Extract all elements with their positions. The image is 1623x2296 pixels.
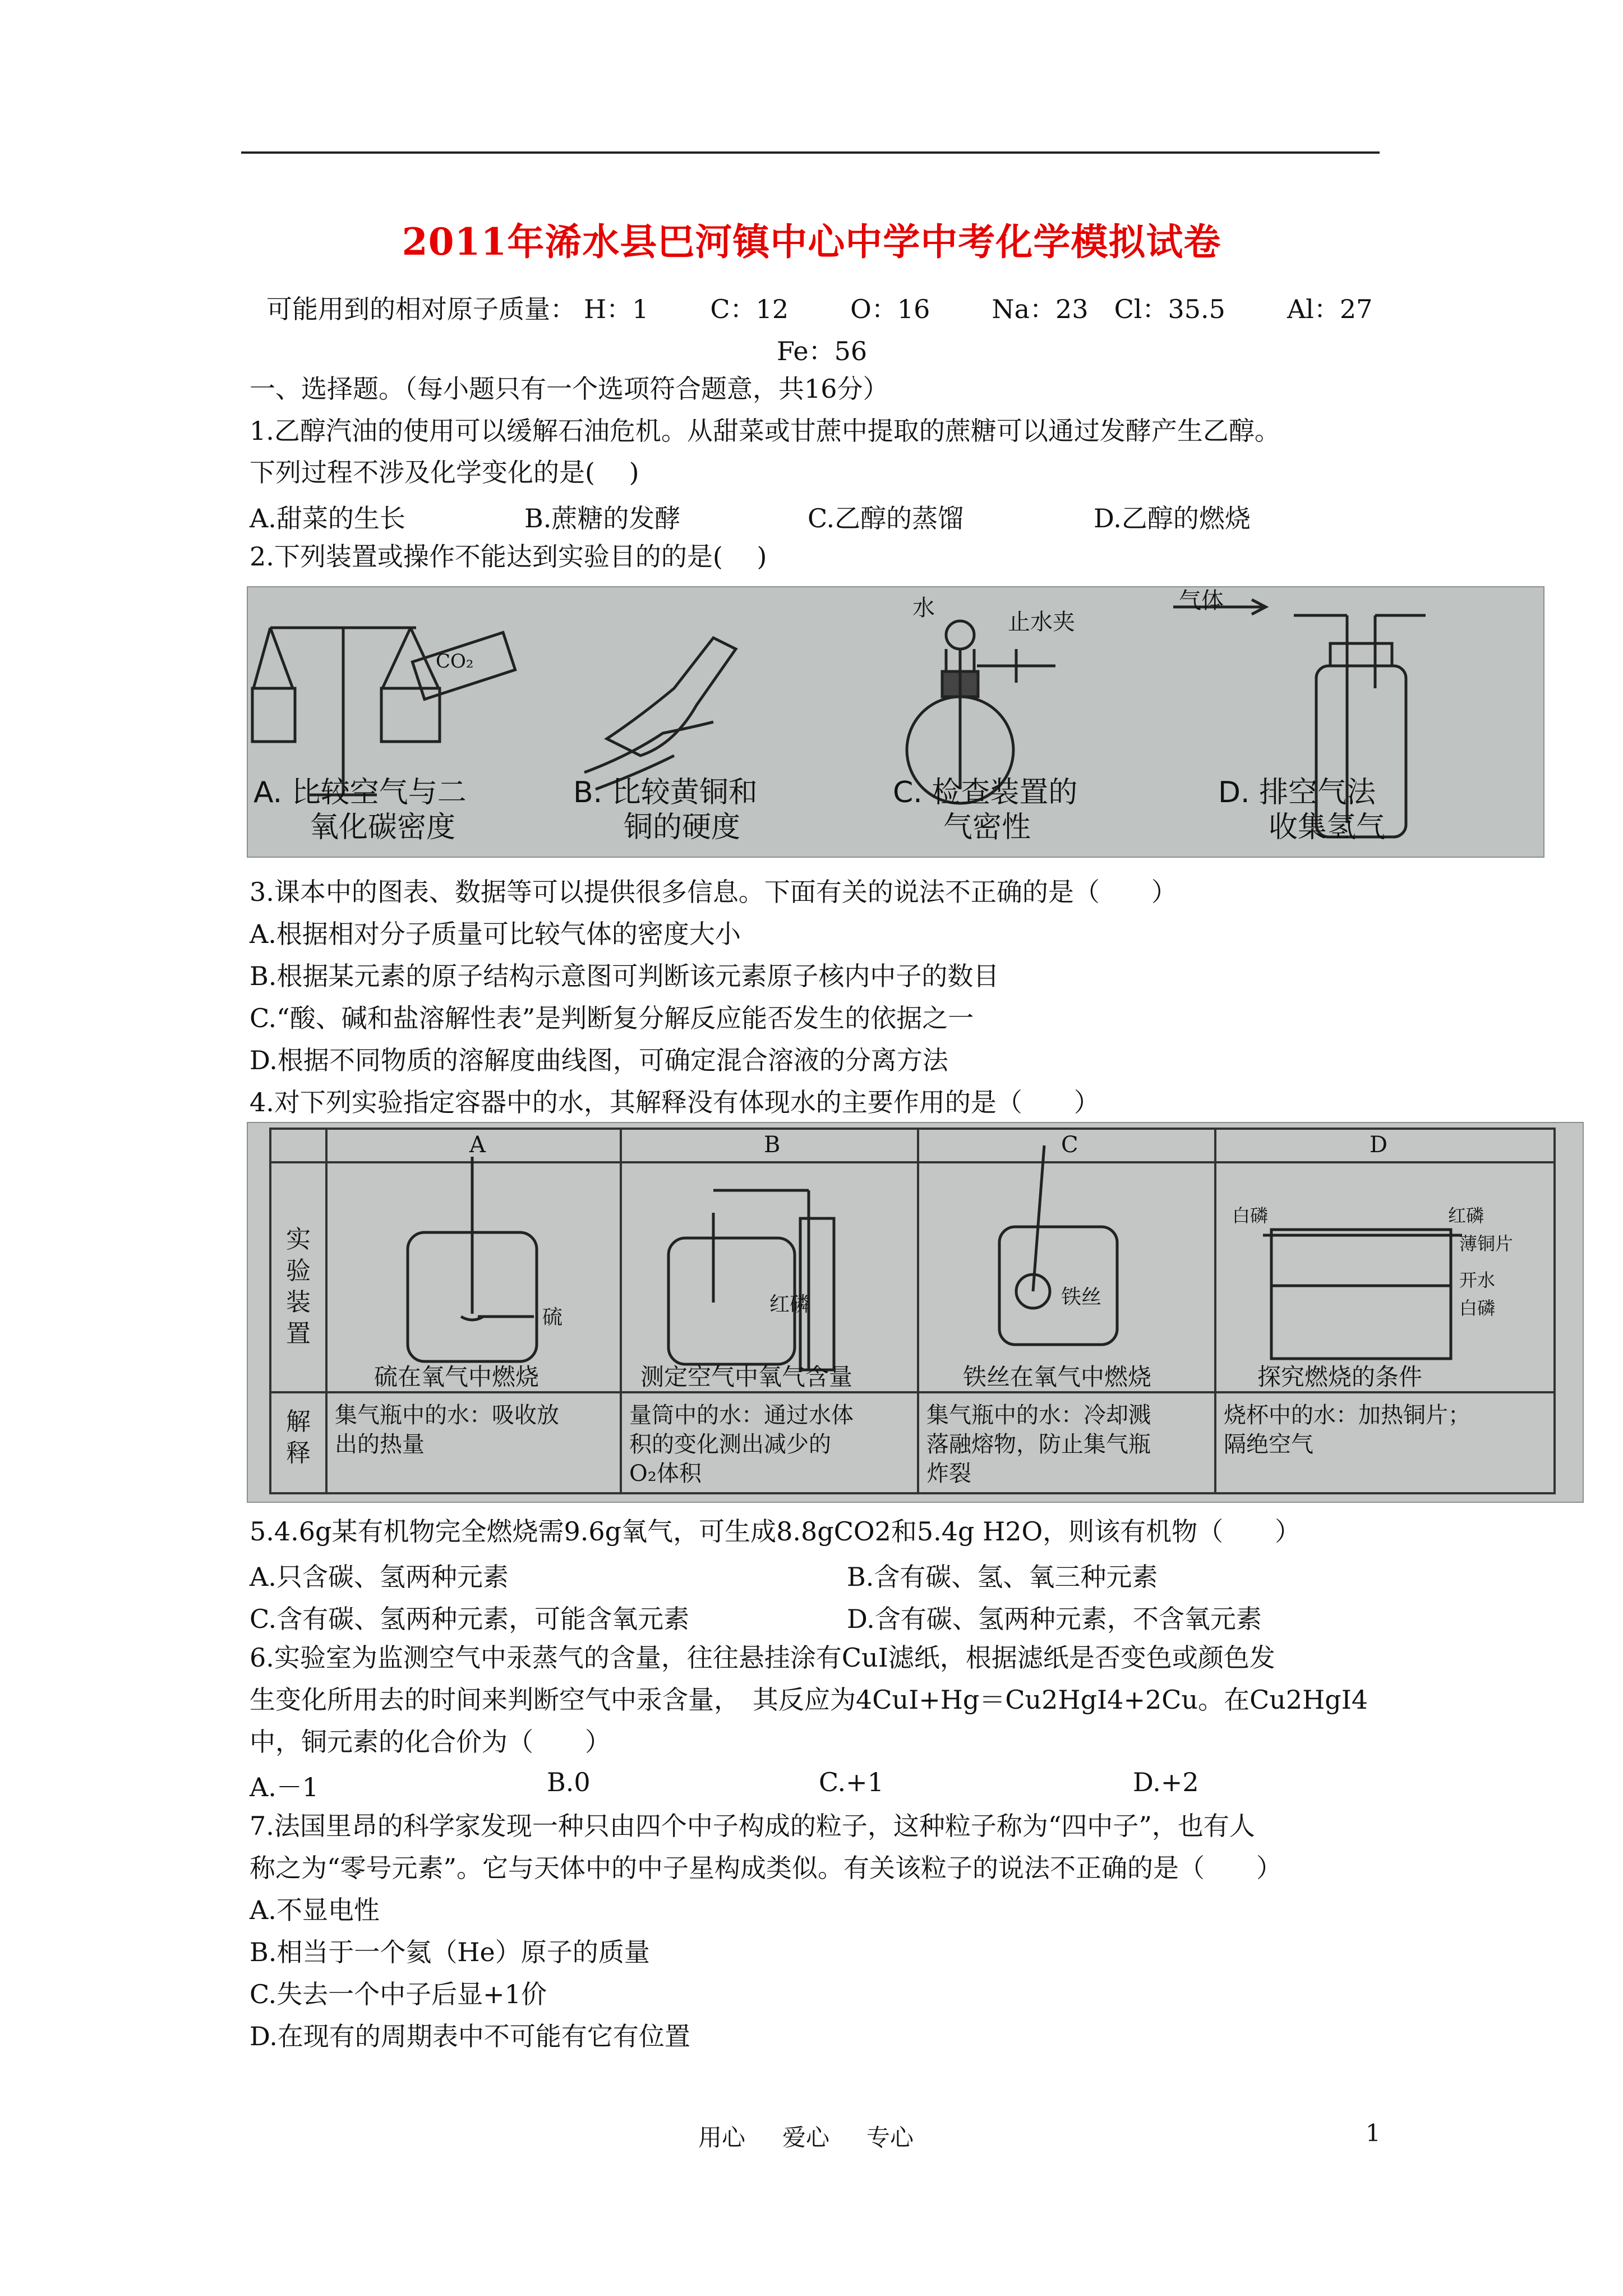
footer-slogan: 专心 — [866, 2124, 914, 2151]
explanation-line: 烧杯中的水：加热铜片； — [1224, 1402, 1470, 1428]
explanation-a — [335, 1401, 559, 1459]
explanation-c — [926, 1401, 1151, 1488]
question-3-option-b: B.根据某元素的原子结构示意图可判断该元素原子核内中子的数目 — [250, 961, 999, 991]
question-1-option-c: C.乙醇的蒸馏 — [808, 503, 964, 533]
question-5-text: 5.4.6g某有机物完全燃烧需9.6g氧气，可生成8.8gCO2和5.4g H2O，则该有机物（ ） — [250, 1516, 1301, 1547]
explanation-line: 出的热量 — [335, 1432, 425, 1457]
question-7-text: 7.法国里昂的科学家发现一种只由四个中子构成的粒子，这种粒子称为“四中子”，也有人 — [250, 1811, 1255, 1841]
question-1-text: 下列过程不涉及化学变化的是( ) — [250, 457, 639, 487]
setup-caption-c: 铁丝在氧气中燃烧 — [963, 1363, 1152, 1391]
question-5-option-c: C.含有碳、氢两种元素，可能含氧元素 — [250, 1604, 690, 1634]
atomic-mass-wrap: Fe：56 — [777, 336, 868, 366]
caption-d-line: 收集氢气 — [1269, 811, 1386, 844]
co2-label: CO₂ — [436, 650, 474, 673]
question-3-option-a: A.根据相对分子质量可比较气体的密度大小 — [250, 919, 741, 949]
water-label: 水 — [912, 595, 935, 621]
question-6-option-a: A.－1 — [250, 1772, 319, 1802]
row-label-setup — [282, 1224, 315, 1350]
question-3-text: 3.课本中的图表、数据等可以提供很多信息。下面有关的说法不正确的是（ ） — [250, 877, 1177, 907]
question-7-text: 称之为“零号元素”。它与天体中的中子星构成类似。有关该粒子的说法不正确的是（ ） — [250, 1853, 1283, 1883]
atomic-masses — [266, 289, 1372, 326]
explanation-d — [1224, 1401, 1470, 1459]
question-6-text: 生变化所用去的时间来判断空气中汞含量， 其反应为4CuI+Hg＝Cu2HgI4+2Cu。在Cu2HgI4 — [250, 1685, 1368, 1715]
explanation-line: 集气瓶中的水：吸收放 — [335, 1402, 559, 1428]
explanation-line: 积的变化测出减少的 — [629, 1432, 831, 1457]
question-2-text: 2.下列装置或操作不能达到实验目的的是( ) — [250, 541, 767, 572]
caption-c — [893, 775, 1077, 845]
row-label-char: 实 — [286, 1225, 311, 1254]
row-label-char: 验 — [286, 1257, 311, 1285]
setup-b-label: 红磷 — [769, 1293, 810, 1316]
apparatus-figure — [247, 586, 1544, 858]
caption-b-line: B. 比较黄铜和 — [573, 776, 758, 809]
question-6-option-d: D.+2 — [1133, 1767, 1199, 1797]
clamp-label: 止水夹 — [1008, 609, 1075, 635]
caption-b — [573, 775, 758, 845]
caption-c-line: 气密性 — [943, 811, 1031, 844]
setup-caption-a: 硫在氧气中燃烧 — [374, 1363, 540, 1391]
explanation-line: 集气瓶中的水：冷却溅 — [926, 1402, 1151, 1428]
question-3-option-d: D.根据不同物质的溶解度曲线图，可确定混合溶液的分离方法 — [250, 1045, 948, 1075]
atomic-mass-item: Al：27 — [1287, 294, 1373, 324]
question-6-text: 6.实验室为监测空气中汞蒸气的含量，往往悬挂涂有CuI滤纸，根据滤纸是否变色或颜色发 — [250, 1642, 1275, 1673]
explanation-line: 落融熔物，防止集气瓶 — [926, 1432, 1151, 1457]
question-1-option-d: D.乙醇的燃烧 — [1094, 503, 1251, 533]
question-5-option-d: D.含有碳、氢两种元素，不含氧元素 — [847, 1604, 1262, 1634]
question-7-option-b: B.相当于一个氦（He）原子的质量 — [250, 1937, 650, 1967]
question-6-text: 中，铜元素的化合价为（ ） — [250, 1727, 611, 1757]
question-4-text: 4.对下列实验指定容器中的水，其解释没有体现水的主要作用的是（ ） — [250, 1087, 1100, 1117]
column-header-b: B — [764, 1132, 781, 1158]
setup-c-label: 铁丝 — [1061, 1286, 1102, 1309]
header-rule — [241, 151, 1380, 154]
explanation-line: O₂体积 — [629, 1461, 702, 1487]
question-5-option-a: A.只含碳、氢两种元素 — [250, 1562, 509, 1592]
setup-caption-b: 测定空气中氧气含量 — [640, 1363, 853, 1391]
atomic-mass-item: Na：23 — [992, 294, 1089, 324]
caption-d-line: D. 排空气法 — [1218, 776, 1376, 809]
page-title: 2011年浠水县巴河镇中心中学中考化学模拟试卷 — [402, 220, 1221, 264]
footer-slogan: 用心 — [698, 2124, 746, 2151]
setup-d-label: 薄铜片 — [1459, 1233, 1514, 1254]
atomic-mass-item: Cl：35.5 — [1114, 294, 1225, 324]
row-label-char: 释 — [286, 1439, 311, 1467]
explanation-line: 隔绝空气 — [1224, 1432, 1313, 1457]
caption-c-line: C. 检查装置的 — [893, 776, 1078, 809]
question-1-option-b: B.蔗糖的发酵 — [524, 503, 681, 533]
section-heading: 一、选择题。（每小题只有一个选项符合题意，共16分） — [250, 374, 889, 404]
experiment-table — [247, 1122, 1584, 1503]
caption-a — [253, 775, 467, 845]
explanation-line: 炸裂 — [926, 1461, 971, 1487]
column-header-a: A — [469, 1132, 486, 1158]
question-7-option-d: D.在现有的周期表中不可能有它有位置 — [250, 2021, 690, 2051]
explanation-b — [629, 1401, 854, 1488]
column-header-c: C — [1061, 1132, 1078, 1158]
question-5-option-b: B.含有碳、氢、氧三种元素 — [847, 1562, 1158, 1592]
setup-d-label: 白磷 — [1459, 1297, 1496, 1319]
caption-d — [1218, 775, 1385, 845]
setup-a-label: 硫 — [542, 1306, 563, 1329]
setup-d-label: 红磷 — [1448, 1205, 1484, 1226]
row-label-char: 装 — [286, 1288, 311, 1317]
caption-b-line: 铜的硬度 — [624, 811, 741, 844]
question-1-option-a: A.甜菜的生长 — [250, 503, 405, 533]
question-7-option-c: C.失去一个中子后显+1价 — [250, 1979, 547, 2009]
atomic-mass-item: O：16 — [850, 294, 930, 324]
question-1-text: 1.乙醇汽油的使用可以缓解石油危机。从甜菜或甘蔗中提取的蔗糖可以通过发酵产生乙醇。 — [250, 416, 1280, 446]
caption-a-line: A. 比较空气与二 — [253, 776, 467, 809]
question-3-option-c: C.“酸、碱和盐溶解性表”是判断复分解反应能否发生的依据之一 — [250, 1003, 974, 1033]
page-number: 1 — [1366, 2119, 1381, 2147]
setup-caption-d: 探究燃烧的条件 — [1257, 1363, 1423, 1391]
question-6-option-b: B.0 — [547, 1767, 591, 1797]
setup-d-label: 白磷 — [1232, 1205, 1269, 1226]
gas-label: 气体 — [1179, 588, 1224, 614]
caption-a-line: 氧化碳密度 — [310, 811, 456, 844]
atomic-mass-item: C：12 — [710, 294, 789, 324]
row-label-char: 解 — [286, 1407, 311, 1436]
row-label-char: 置 — [286, 1319, 311, 1348]
atomic-masses-label: 可能用到的相对原子质量： — [266, 294, 576, 324]
question-7-option-a: A.不显电性 — [250, 1895, 380, 1925]
footer-slogan: 爱心 — [782, 2124, 830, 2151]
setup-d-label: 开水 — [1459, 1269, 1496, 1291]
question-6-option-c: C.+1 — [819, 1767, 884, 1797]
atomic-mass-item: H：1 — [584, 294, 649, 324]
row-label-explanation — [282, 1406, 315, 1469]
column-header-d: D — [1370, 1132, 1388, 1158]
explanation-line: 量筒中的水：通过水体 — [629, 1402, 854, 1428]
